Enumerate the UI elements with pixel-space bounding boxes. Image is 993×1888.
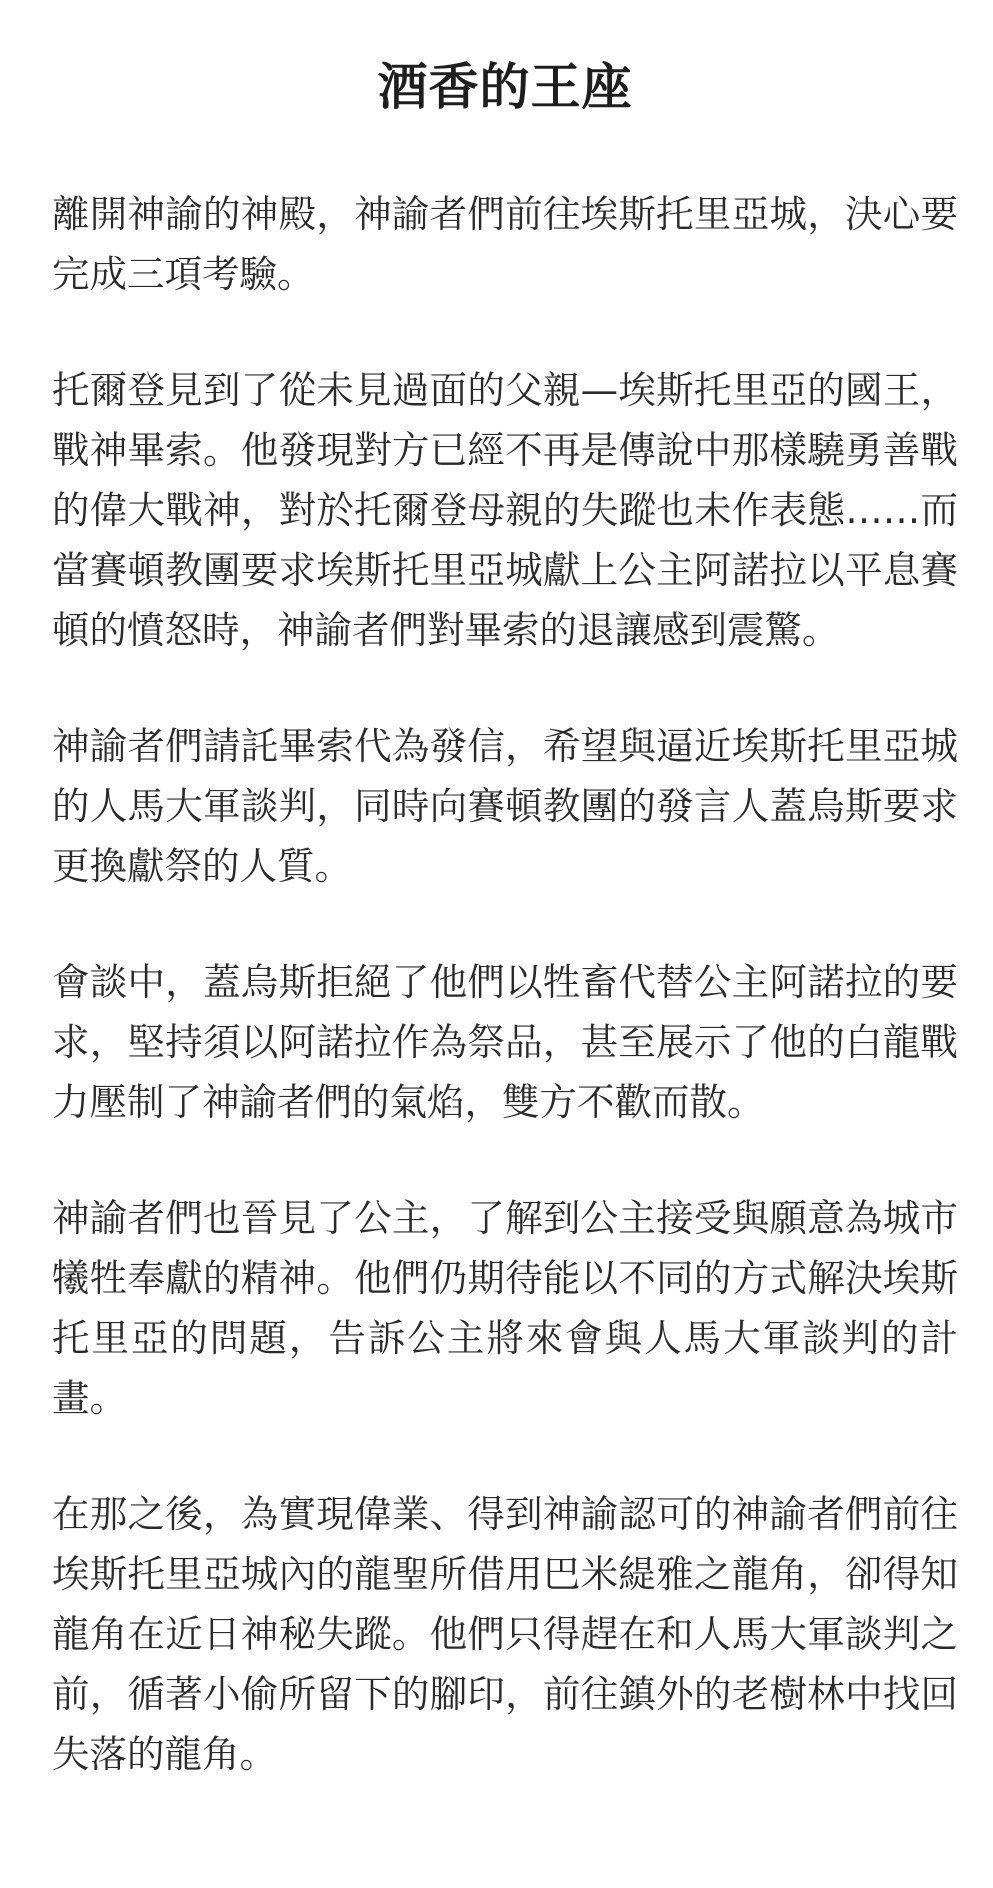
article <box>52 52 958 1840</box>
paragraph-3: 神諭者們請託畢索代為發信，希望與逼近埃斯托里亞城的人馬大軍談判，同時向賽頓教團的發言人蓋烏斯要求更換獻祭的人質。 <box>52 724 958 888</box>
paragraph-4: 會談中，蓋烏斯拒絕了他們以牲畜代替公主阿諾拉的要求，堅持須以阿諾拉作為祭品，甚至展示了他的白龍戰力壓制了神諭者們的氣焰，雙方不歡而散。 <box>52 960 958 1124</box>
paragraph-6: 在那之後，為實現偉業、得到神諭認可的神諭者們前往埃斯托里亞城內的龍聖所借用巴米緹雅之龍角，卻得知龍角在近日神秘失蹤。他們只得趕在和人馬大軍談判之前，循著小偷所留下的腳印，前往鎮外的老樹林中找回失落的龍角。 <box>52 1492 958 1776</box>
paragraph-1: 離開神諭的神殿，神諭者們前往埃斯托里亞城，決心要完成三項考驗。 <box>52 192 958 296</box>
article-title: 酒香的王座 <box>377 58 633 116</box>
paragraph-2: 托爾登見到了從未見過面的父親—埃斯托里亞的國王，戰神畢索。他發現對方已經不再是傳說中那樣驍勇善戰的偉大戰神，對於托爾登母親的失蹤也未作表態……而當賽頓教團要求埃斯托里亞城獻上公主阿諾拉以平息賽頓的憤怒時，神諭者們對畢索的退讓感到震驚。 <box>52 368 958 652</box>
paragraph-5: 神諭者們也晉見了公主，了解到公主接受與願意為城市犧牲奉獻的精神。他們仍期待能以不同的方式解決埃斯托里亞的問題，告訴公主將來會與人馬大軍談判的計畫。 <box>52 1196 958 1420</box>
